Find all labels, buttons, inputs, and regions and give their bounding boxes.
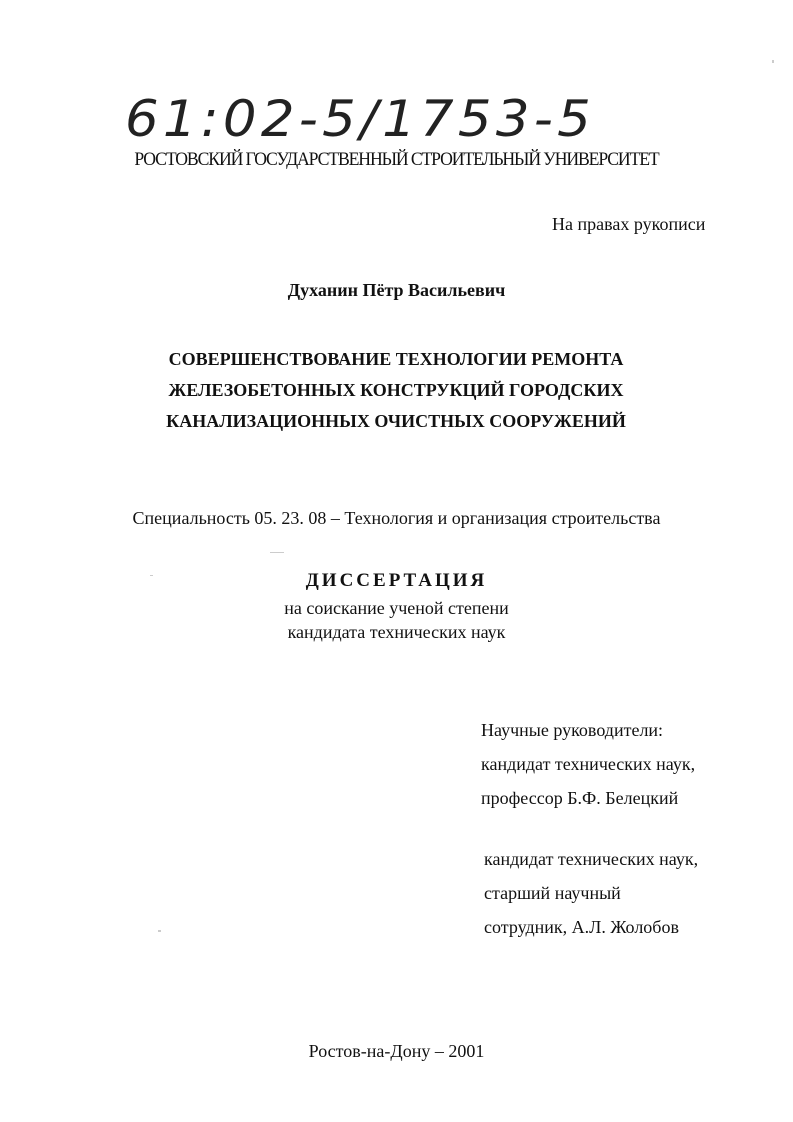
dissertation-heading: ДИССЕРТАЦИЯ [305,570,488,591]
supervisor-2-degree: кандидат технических наук, [484,849,699,869]
handwritten-archive-code [125,78,605,158]
rights-note: На правах рукописи [552,214,706,234]
supervisor-1-degree: кандидат технических наук, [481,754,696,774]
scan-speck [150,575,153,576]
scan-speck [270,552,284,553]
supervisor-2-title: старший научный [484,883,621,903]
specialty-line: Специальность 05. 23. 08 – Технология и организация строительства [132,508,661,528]
author-name: Духанин Пётр Васильевич [287,280,506,300]
supervisor-block-2 [484,842,698,944]
university-name: РОСТОВСКИЙ ГОСУДАРСТВЕННЫЙ СТРОИТЕЛЬНЫЙ УНИВЕРСИТЕТ [134,149,659,170]
handwritten-code-text: 61:02-5/1753-5 [125,90,595,148]
degree-line-1: на соискание ученой степени [284,598,509,618]
dissertation-title [96,344,696,437]
scan-speck [158,930,161,932]
supervisor-2-name: сотрудник, А.Л. Жолобов [484,917,679,937]
title-line: КАНАЛИЗАЦИОННЫХ ОЧИСТНЫХ СООРУЖЕНИЙ [166,411,626,431]
supervisors-heading: Научные руководители: [481,720,664,740]
degree-line-2: кандидата технических наук [287,622,506,642]
city-year: Ростов-на-Дону – 2001 [308,1041,485,1061]
title-line: ЖЕЛЕЗОБЕТОННЫХ КОНСТРУКЦИЙ ГОРОДСКИХ [168,380,624,400]
title-line: СОВЕРШЕНСТВОВАНИЕ ТЕХНОЛОГИИ РЕМОНТА [168,349,624,369]
scan-speck [772,60,774,63]
supervisor-block-1 [481,713,695,815]
supervisor-1-name: профессор Б.Ф. Белецкий [481,788,679,808]
